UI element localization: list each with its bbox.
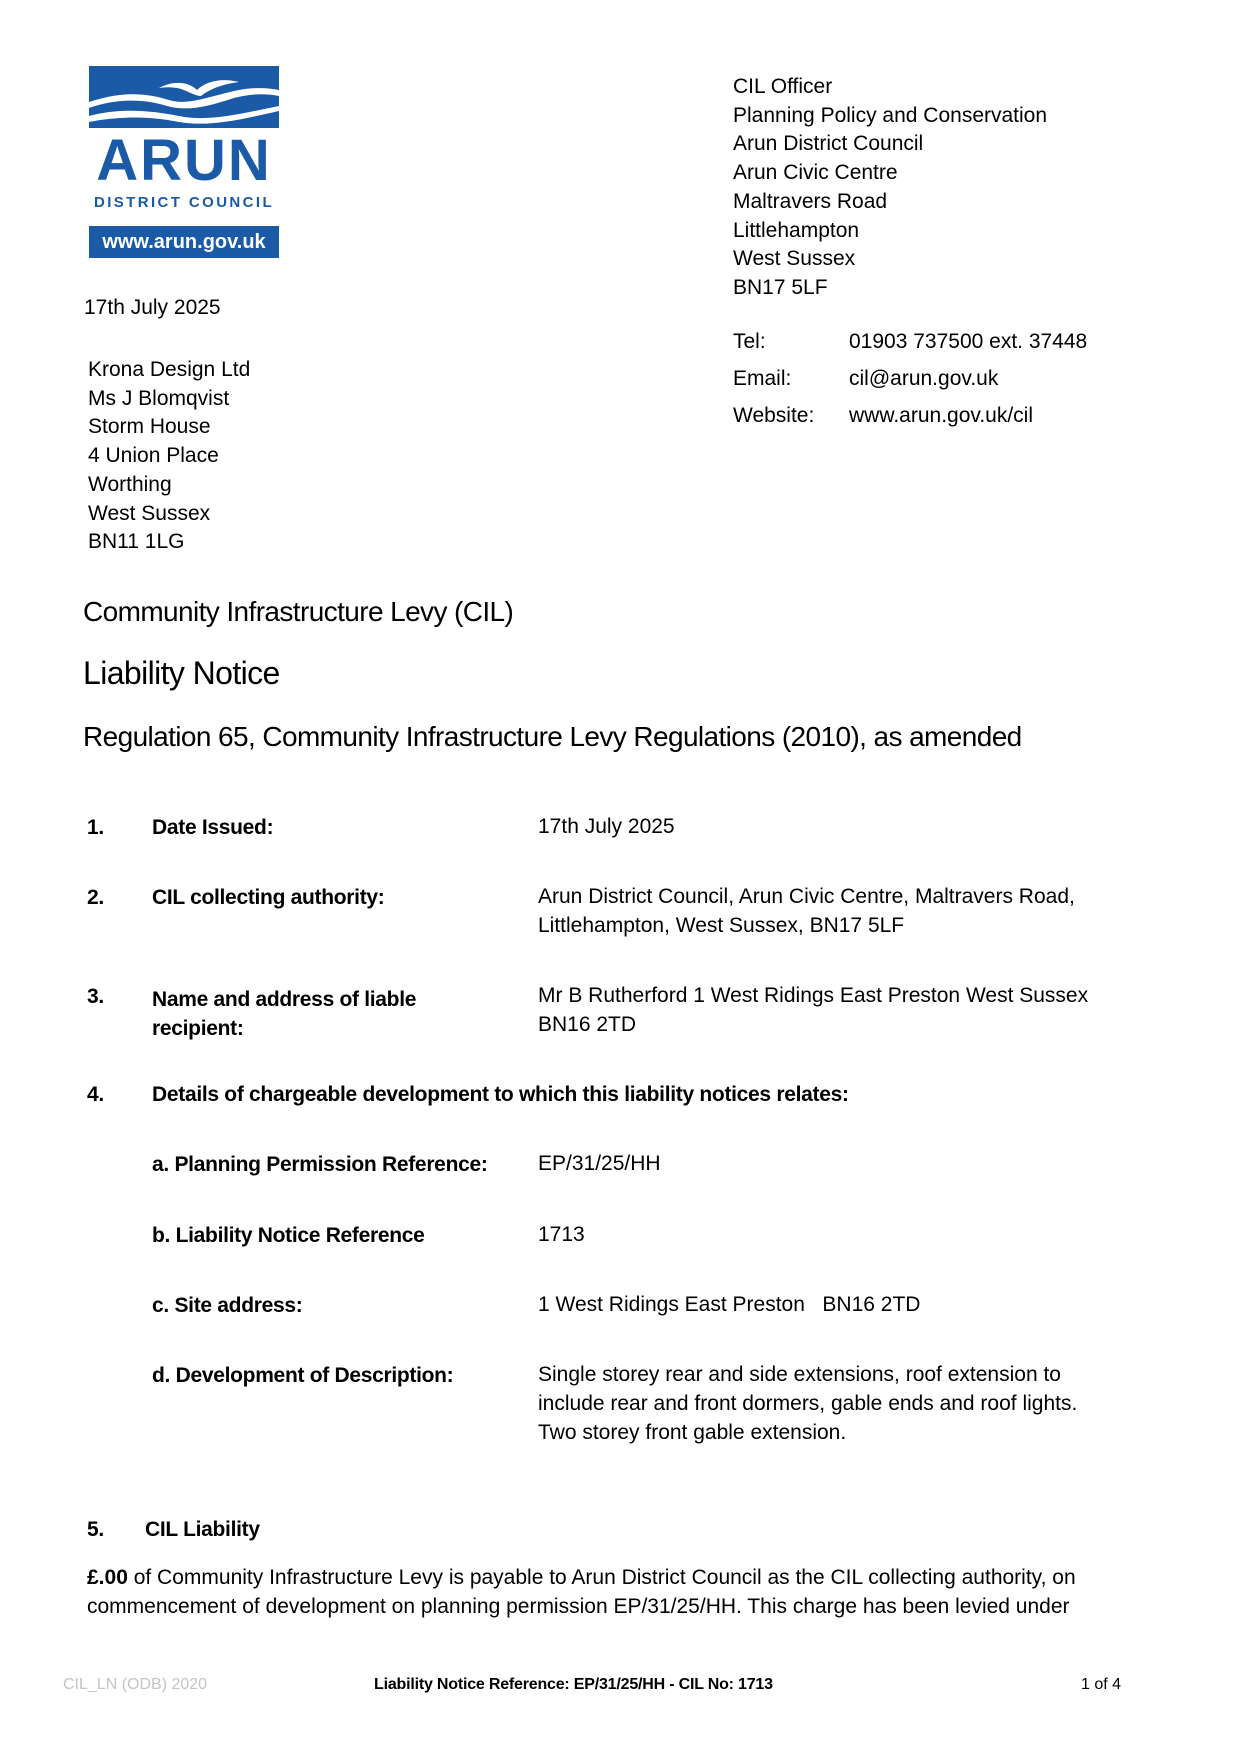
contact-email	[733, 360, 1087, 397]
recipient-value-line: Mr B Rutherford 1 West Ridings East Preston West Sussex	[538, 984, 1089, 1007]
recipient-address	[88, 356, 250, 557]
recipient-label-line: recipient:	[152, 1017, 244, 1040]
liability-line	[87, 1563, 1187, 1592]
description-value-line: include rear and front dormers, gable ends and roof lights.	[538, 1392, 1078, 1415]
logo-url[interactable]: www.arun.gov.uk	[89, 226, 279, 258]
site-address-label: c. Site address:	[152, 1294, 303, 1317]
notice-title: Community Infrastructure Levy (CIL)	[83, 596, 514, 627]
site-address-value: 1 West Ridings East Preston BN16 2TD	[538, 1293, 921, 1316]
description-value-line: Two storey front gable extension.	[538, 1421, 847, 1444]
recipient-address-line: Krona Design Ltd	[88, 358, 251, 381]
logo-name: ARUN	[96, 128, 272, 193]
sender-address-line: Maltravers Road	[733, 189, 888, 213]
recipient-address-line: West Sussex	[88, 501, 211, 525]
recipient-address-line: Storm House	[88, 415, 211, 439]
email-link[interactable]: cil@arun.gov.uk	[849, 367, 999, 390]
planning-ref-label: a. Planning Permission Reference:	[152, 1153, 488, 1176]
contact-website	[733, 397, 1087, 434]
description-label: d. Development of Description:	[152, 1364, 454, 1387]
footer-reference: Liability Notice Reference: EP/31/25/HH - CIL No: 1713	[374, 1676, 773, 1693]
authority-value-line: Arun District Council, Arun Civic Centre, Maltravers Road,	[538, 885, 1075, 908]
sender-address	[733, 73, 1047, 303]
planning-ref-value: EP/31/25/HH	[538, 1152, 661, 1175]
liability-amount: £.00	[87, 1566, 128, 1589]
contact-label: Email:	[733, 367, 792, 390]
sender-address-line: Arun Civic Centre	[733, 161, 898, 185]
item-number: 4.	[87, 1083, 104, 1106]
sender-address-line: Planning Policy and Conservation	[733, 103, 1048, 127]
sender-address-line: Arun District Council	[733, 132, 924, 156]
page-number: 1 of 4	[1081, 1676, 1122, 1693]
date-issued-value: 17th July 2025	[538, 815, 675, 838]
recipient-value-line: BN16 2TD	[538, 1013, 637, 1036]
sender-address-line: West Sussex	[733, 247, 856, 271]
description-value	[538, 1360, 1077, 1447]
recipient-label	[152, 985, 416, 1043]
contact-details	[733, 323, 1087, 434]
recipient-address-line: Worthing	[88, 472, 172, 496]
website-link[interactable]: www.arun.gov.uk/cil	[849, 404, 1034, 427]
contact-label: Tel:	[733, 330, 766, 353]
notice-ref-value: 1713	[538, 1223, 585, 1246]
authority-value	[538, 882, 1075, 940]
recipient-address-line: 4 Union Place	[88, 444, 219, 468]
contact-tel	[733, 323, 1087, 360]
item-number: 1.	[87, 816, 104, 839]
contact-label: Website:	[733, 404, 815, 427]
liability-paragraph	[87, 1563, 1187, 1621]
form-code: CIL_LN (ODB) 2020	[63, 1676, 208, 1693]
authority-label: CIL collecting authority:	[152, 886, 385, 909]
item-number: 2.	[87, 886, 104, 909]
details-label: Details of chargeable development to which this liability notices relates:	[152, 1083, 849, 1106]
sender-address-line: CIL Officer	[733, 75, 833, 98]
item-number: 5.	[87, 1518, 104, 1541]
item-number: 3.	[87, 985, 104, 1008]
authority-value-line: Littlehampton, West Sussex, BN17 5LF	[538, 914, 905, 937]
recipient-label-line: Name and address of liable	[152, 988, 417, 1011]
liability-label: CIL Liability	[145, 1518, 260, 1541]
arun-logo	[89, 66, 279, 258]
liability-line: commencement of development on planning permission EP/31/25/HH. This charge has been levied under	[87, 1595, 1070, 1618]
regulation-heading: Regulation 65, Community Infrastructure Levy Regulations (2010), as amended	[83, 721, 1022, 752]
notice-subtitle: Liability Notice	[83, 655, 280, 691]
liability-line-text: of Community Infrastructure Levy is payable to Arun District Council as the CIL collecting authority, on	[127, 1566, 1076, 1589]
date-issued-label: Date Issued:	[152, 816, 274, 839]
recipient-value	[538, 981, 1088, 1039]
logo-subtitle: DISTRICT COUNCIL	[93, 194, 275, 211]
recipient-address-line: BN11 1LG	[88, 530, 185, 554]
tel-value: 01903 737500 ext. 37448	[849, 330, 1088, 353]
description-value-line: Single storey rear and side extensions, roof extension to	[538, 1363, 1061, 1386]
letter-date: 17th July 2025	[84, 296, 221, 319]
sender-address-line: BN17 5LF	[733, 275, 828, 299]
notice-ref-label: b. Liability Notice Reference	[152, 1224, 425, 1247]
wave-bird-icon	[89, 66, 279, 128]
sender-address-line: Littlehampton	[733, 218, 860, 242]
recipient-address-line: Ms J Blomqvist	[88, 386, 230, 410]
